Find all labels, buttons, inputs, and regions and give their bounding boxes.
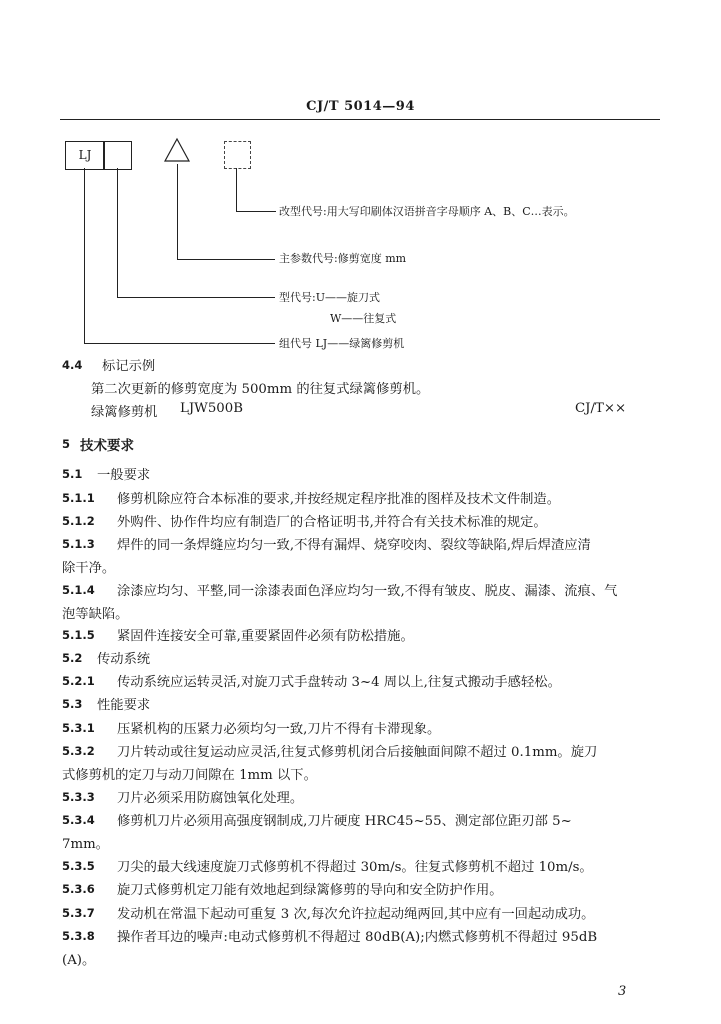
connector-group-h [84,343,275,344]
connector-revision-h [236,211,276,212]
section-5-2-title: 传动系统 [97,652,151,667]
label-type-w: W——往复式 [330,312,397,325]
clause-5-3-1-text: 压紧机构的压紧力必须均匀一致,刀片不得有卡滞现象。 [117,722,441,737]
section-5-1-title: 一般要求 [97,468,151,483]
clause-5-3-4-text-line1: 修剪机刀片必须用高强度钢制成,刀片硬度 HRC45~55、测定部位距刃部 5~ [117,814,572,829]
header-rule [60,119,660,120]
clause-5-3-4-number: 5.3.4 [62,813,95,827]
label-main-param: 主参数代号:修剪宽度 mm [279,252,407,265]
clause-5-3-2-text-line1: 刀片转动或往复运动应灵活,往复式修剪机闭合后接触面间隙不超过 0.1mm。旋刀 [117,745,598,760]
label-group-code: 组代号 LJ——绿篱修剪机 [279,337,405,350]
clause-5-3-5-number: 5.3.5 [62,859,95,873]
clause-5-3-4-text-line2: 7mm。 [62,837,109,852]
clause-5-1-5-text: 紧固件连接安全可靠,重要紧固件必须有防松措施。 [117,629,414,644]
example-standard: CJ/T×× [575,401,627,416]
connector-group-v [84,168,85,344]
label-revision-code: 改型代号:用大写印刷体汉语拼音字母顺序 A、B、C…表示。 [279,205,575,218]
clause-5-3-6-number: 5.3.6 [62,882,95,896]
example-name: 绿篱修剪机 [91,405,158,420]
clause-5-1-3-text-line1: 焊件的同一条焊缝应均匀一致,不得有漏焊、烧穿咬肉、裂纹等缺陷,焊后焊渣应清 [117,538,591,553]
section-4-4-number: 4.4 [62,358,83,372]
clause-5-1-1-number: 5.1.1 [62,491,95,505]
clause-5-3-5-text: 刀尖的最大线速度旋刀式修剪机不得超过 30m/s。往复式修剪机不超过 10m/s。 [117,860,593,875]
clause-5-1-3-text-line2: 除干净。 [62,561,116,576]
clause-5-1-3-number: 5.1.3 [62,537,95,551]
clause-5-1-2-number: 5.1.2 [62,514,95,528]
clause-5-3-3-number: 5.3.3 [62,790,95,804]
page-number: 3 [618,984,627,999]
clause-5-1-2-text: 外购件、协作件均应有制造厂的合格证明书,并符合有关技术标准的规定。 [117,515,547,530]
box-type-code [103,141,132,170]
page-header-title: CJ/T 5014—94 [306,99,415,114]
clause-5-1-4-number: 5.1.4 [62,583,95,597]
connector-type-v [117,168,118,298]
clause-5-3-7-text: 发动机在常温下起动可重复 3 次,每次允许拉起动绳两回,其中应有一回起动成功。 [117,907,595,922]
clause-5-3-2-text-line2: 式修剪机的定刀与动刀间隙在 1mm 以下。 [62,768,317,783]
section-5-3-number: 5.3 [62,697,83,711]
section-4-4-description: 第二次更新的修剪宽度为 500mm 的往复式绿篱修剪机。 [91,382,430,397]
section-4-4-title: 标记示例 [102,359,156,374]
clause-5-3-6-text: 旋刀式修剪机定刀能有效地起到绿篱修剪的导向和安全防护作用。 [117,883,503,898]
section-5-1-number: 5.1 [62,467,83,481]
clause-5-1-4-text-line1: 涂漆应均匀、平整,同一涂漆表面色泽应均匀一致,不得有皱皮、脱皮、漏漆、流痕、气 [117,584,618,599]
clause-5-3-7-number: 5.3.7 [62,906,95,920]
section-5-3-title: 性能要求 [97,698,151,713]
clause-5-2-1-text: 传动系统应运转灵活,对旋刀式手盘转动 3~4 周以上,往复式搬动手感轻松。 [117,675,561,690]
clause-5-1-4-text-line2: 泡等缺陷。 [62,607,129,622]
connector-main-v [177,164,178,260]
clause-5-3-1-number: 5.3.1 [62,721,95,735]
clause-5-1-5-number: 5.1.5 [62,628,95,642]
triangle-icon [163,137,191,163]
example-code: LJW500B [180,401,243,416]
connector-main-h [177,259,275,260]
box-lj-label: LJ [78,148,92,162]
clause-5-3-8-text-line2: (A)。 [62,953,96,968]
connector-revision-v [236,168,237,212]
clause-5-3-8-text-line1: 操作者耳边的噪声:电动式修剪机不得超过 80dB(A);内燃式修剪机不得超过 95dB [117,930,598,945]
clause-5-2-1-number: 5.2.1 [62,674,95,688]
section-5-number: 5 [62,437,71,451]
box-revision-code [224,141,251,169]
connector-type-h [117,297,275,298]
clause-5-3-2-number: 5.3.2 [62,744,95,758]
clause-5-3-3-text: 刀片必须采用防腐蚀氧化处理。 [117,791,304,806]
section-5-title: 技术要求 [80,438,134,454]
clause-5-1-1-text: 修剪机除应符合本标准的要求,并按经规定程序批准的图样及技术文件制造。 [117,492,561,507]
clause-5-3-8-number: 5.3.8 [62,929,95,943]
label-type-u: 型代号:U——旋刀式 [279,291,380,304]
box-group-code [65,141,105,170]
section-5-2-number: 5.2 [62,651,83,665]
